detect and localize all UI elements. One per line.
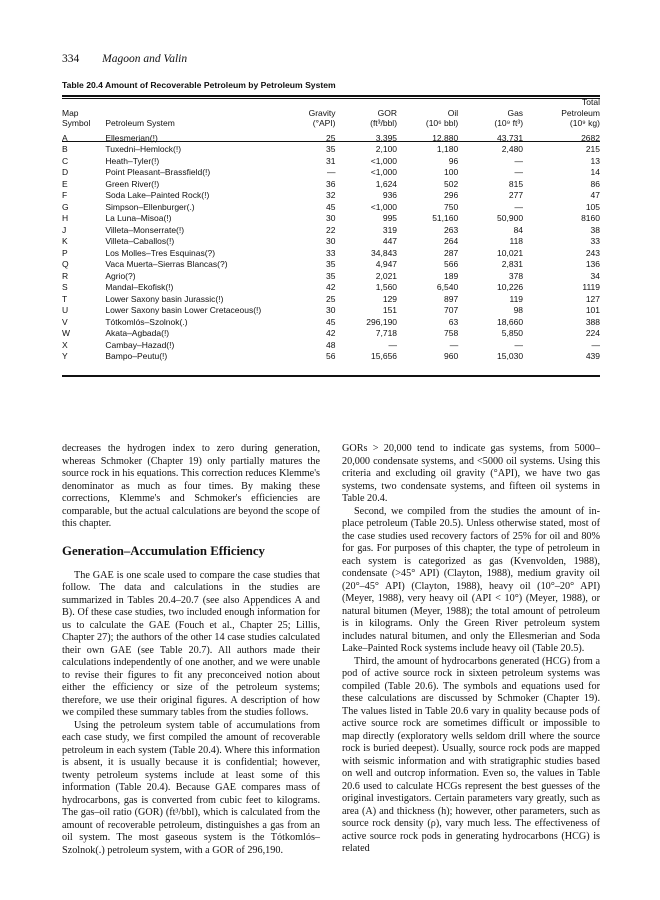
section-heading: Generation–Accumulation Efficiency: [62, 543, 265, 558]
cell-gas: 5,850: [501, 328, 524, 339]
cell-gor: 319: [382, 224, 398, 235]
table-row: [62, 259, 600, 271]
cell-gas: 2,480: [501, 144, 524, 155]
cell-gas: —: [514, 339, 524, 350]
cell-gor: 34,843: [371, 247, 398, 258]
cell-total-petroleum: —: [591, 339, 600, 350]
cell-gas: 118: [509, 236, 524, 247]
paragraph: decreases the hydrogen index to zero during generation, whereas Schmoker (Chapter 19) only partially matures the source rock in his equations. This correction reduces Klemme's denominator as much as four times. By making these corrections, Klemme's and Schmoker's efficiencies are comparable, but the actual calculations are beyond the scope of this chapter.: [62, 443, 320, 529]
paragraph: Third, the amount of hydrocarbons generated (HCG) from a pod of active source rock in sixteen petroleum systems was compiled (Table 20.6). The symbols and equations used for these calculations are discussed by Schmoker (Chapter 19). The values listed in Table 20.6 vary in quality because pods of active source rock are sometimes difficult or impossible to map directly (exploratory wells seldom drill where the source rock is buried deepest). Usually, source rock pods are mapped with seismic information and with stratigraphic studies based on well and outcrop information. Even so, the values in Table 20.6 used to calculate HCGs represent the best guesses of the original investigators. Certain parameters vary greatly, such as area (A) and thickness (h); however, other parameters, such as source rock density (ρ), vary much less. The effectiveness of active source rock pods in generating hydrocarbons (HCG) is related: [342, 655, 600, 854]
cell-gor: 1,560: [375, 282, 398, 293]
cell-gor: 296,190: [366, 316, 398, 327]
cell-gas: 815: [508, 178, 524, 189]
table-row: [62, 351, 600, 363]
cell-map-symbol: P: [62, 247, 68, 258]
cell-oil: —: [449, 339, 459, 350]
cell-gas: 10,021: [497, 247, 524, 258]
table-body: [62, 129, 600, 363]
running-head: [62, 53, 187, 65]
cell-gravity: 30: [326, 236, 336, 247]
cell-gravity: 30: [326, 305, 336, 316]
paragraph: Second, we compiled from the studies the amount of in-place petroleum (Table 20.5). Unless otherwise stated, most of the case studies used recovery factors of 25% for oil and 80% for gas. For purposes of this chapter, the type of petroleum in each system is categorized as gas (Kvenvolden, 1988), condensate (>45° API) (Clayton, 1988), medium gravity oil (20°–45° API) (Clayton, 1988), heavy oil (10°–20° API) (Meyer, 1988), very heavy oil (API < 10°) (Meyer, 1988), or natural bitumen (Meyer, 1988); the total amount of petroleum is in kilograms. Only the Green River petroleum system includes natural bitumen, and only the Ellesmerian and Soda Lake–Painted Rock systems include heavy oil (Table 20.5).: [342, 505, 600, 654]
cell-gor: 129: [382, 293, 398, 304]
cell-petroleum-system: Lower Saxony basin Jurassic(!): [105, 293, 224, 304]
cell-gas: 50,900: [497, 213, 524, 224]
cell-gas: 15,030: [497, 351, 524, 362]
cell-gas: 43,731: [497, 132, 524, 143]
cell-gor: 3,395: [375, 132, 398, 143]
cell-gas: 277: [508, 190, 524, 201]
table-row: [62, 294, 600, 306]
cell-gas: —: [514, 155, 524, 166]
cell-total-petroleum: 101: [585, 305, 600, 316]
cell-petroleum-system: Soda Lake–Painted Rock(!): [105, 190, 210, 201]
cell-petroleum-system: Vaca Muerta–Sierras Blancas(?): [105, 259, 228, 270]
cell-map-symbol: J: [62, 224, 67, 235]
cell-petroleum-system: Los Molles–Tres Esquinas(?): [105, 247, 216, 258]
col-header-gas: Gas (10⁹ ft³): [494, 107, 524, 129]
cell-gor: <1,000: [370, 167, 398, 178]
cell-petroleum-system: Bampo–Peutu(!): [105, 351, 168, 362]
cell-gas: —: [514, 167, 524, 178]
cell-map-symbol: E: [62, 178, 68, 189]
cell-gas: 119: [509, 293, 524, 304]
table-row: [62, 202, 600, 214]
table-row: [62, 282, 600, 294]
cell-gor: 15,656: [371, 351, 398, 362]
cell-petroleum-system: Heath–Tyler(!): [105, 155, 160, 166]
cell-oil: 750: [444, 201, 459, 212]
cell-oil: 96: [448, 155, 459, 166]
table-row: [62, 156, 600, 168]
table-row: [62, 271, 600, 283]
table-row: [62, 248, 600, 260]
cell-petroleum-system: Mandal–Ekofisk(!): [105, 282, 174, 293]
cell-gravity: 33: [326, 247, 336, 258]
cell-oil: 296: [444, 190, 459, 201]
cell-oil: 189: [444, 270, 459, 281]
cell-total-petroleum: 224: [585, 328, 600, 339]
cell-oil: 263: [444, 224, 459, 235]
cell-oil: 100: [444, 167, 459, 178]
cell-total-petroleum: 33: [590, 236, 600, 247]
table-caption: Table 20.4 Amount of Recoverable Petroleum by Petroleum System: [62, 80, 336, 90]
cell-map-symbol: A: [62, 132, 68, 143]
cell-total-petroleum: 105: [585, 201, 600, 212]
cell-total-petroleum: 38: [590, 224, 600, 235]
cell-petroleum-system: Villeta–Monserrate(!): [105, 224, 185, 235]
cell-total-petroleum: 47: [590, 190, 600, 201]
left-column: [62, 443, 320, 857]
cell-map-symbol: K: [62, 236, 68, 247]
cell-petroleum-system: La Luna–Misoa(!): [105, 213, 172, 224]
cell-total-petroleum: 34: [590, 270, 600, 281]
cell-gravity: 32: [326, 190, 336, 201]
cell-gravity: 25: [326, 132, 336, 143]
cell-total-petroleum: 13: [590, 155, 600, 166]
cell-oil: 897: [444, 293, 459, 304]
cell-petroleum-system: Point Pleasant–Brassfield(!): [105, 167, 211, 178]
cell-total-petroleum: 388: [585, 316, 600, 327]
cell-gas: 378: [508, 270, 524, 281]
cell-gravity: 42: [326, 328, 336, 339]
cell-gravity: 30: [326, 213, 336, 224]
cell-petroleum-system: Simpson–Ellenburger(.): [105, 201, 195, 212]
col-header-petroleum-system: Petroleum System: [105, 118, 175, 129]
cell-petroleum-system: Tuxedni–Hemlock(!): [105, 144, 182, 155]
cell-map-symbol: D: [62, 167, 69, 178]
table-row: [62, 340, 600, 352]
cell-map-symbol: Q: [62, 259, 69, 270]
cell-gravity: 45: [326, 316, 336, 327]
cell-gravity: 35: [326, 144, 336, 155]
cell-map-symbol: T: [62, 293, 68, 304]
table-row: [62, 328, 600, 340]
cell-petroleum-system: Lower Saxony basin Lower Cretaceous(!): [105, 305, 262, 316]
col-header-gor: GOR (ft³/bbl): [370, 107, 398, 129]
cell-total-petroleum: 14: [590, 167, 600, 178]
cell-total-petroleum: 127: [585, 293, 600, 304]
cell-gor: 447: [382, 236, 398, 247]
table-row: [62, 190, 600, 202]
cell-gor: 936: [382, 190, 398, 201]
table-row: [62, 144, 600, 156]
cell-oil: 51,160: [432, 213, 459, 224]
cell-oil: 502: [444, 178, 459, 189]
cell-map-symbol: W: [62, 328, 71, 339]
col-header-total-petroleum: Total Petroleum (10⁹ kg): [561, 97, 600, 129]
cell-map-symbol: Y: [62, 351, 68, 362]
recoverable-petroleum-table: [62, 97, 600, 363]
cell-oil: 566: [444, 259, 459, 270]
cell-map-symbol: B: [62, 144, 68, 155]
cell-gas: 84: [513, 224, 524, 235]
cell-gas: —: [514, 201, 524, 212]
cell-map-symbol: R: [62, 270, 69, 281]
cell-map-symbol: F: [62, 190, 68, 201]
cell-gravity: —: [327, 167, 336, 178]
cell-map-symbol: U: [62, 305, 69, 316]
cell-gravity: 25: [326, 293, 336, 304]
table-row: [62, 129, 600, 145]
table-bottom-rule: [62, 375, 600, 377]
cell-total-petroleum: 8160: [581, 213, 600, 224]
cell-gravity: 35: [326, 270, 336, 281]
cell-gravity: 22: [326, 224, 336, 235]
cell-oil: 264: [444, 236, 459, 247]
col-header-map-symbol: Map Symbol: [62, 107, 91, 129]
cell-petroleum-system: Green River(!): [105, 178, 160, 189]
cell-map-symbol: C: [62, 155, 69, 166]
table-row: [62, 317, 600, 329]
page-number: 334: [62, 53, 80, 65]
cell-map-symbol: V: [62, 316, 68, 327]
cell-oil: 63: [448, 316, 459, 327]
cell-gas: 98: [513, 305, 524, 316]
cell-gor: <1,000: [370, 201, 398, 212]
cell-petroleum-system: Villeta–Caballos(!): [105, 236, 175, 247]
cell-gor: 7,718: [375, 328, 398, 339]
cell-oil: 6,540: [436, 282, 459, 293]
cell-gravity: 31: [326, 155, 336, 166]
table-row: [62, 167, 600, 179]
cell-gas: 10,226: [497, 282, 524, 293]
col-header-gravity: Gravity (°API): [308, 107, 336, 129]
cell-gravity: 56: [326, 351, 336, 362]
running-title: Magoon and Valin: [102, 53, 188, 65]
paragraph: Using the petroleum system table of accumulations from each case study, we first compiled the amount of recoverable petroleum in each system (Table 20.4). Where this information is absent, it is usually because it is confidential; however, twenty petroleum systems include at least some of this information (Table 20.4). Because GAE compares mass of hydrocarbons, gas is converted from cubic feet to kilograms. The gas–oil ratio (GOR) (ft³/bbl), which is calculated from the amount of recoverable petroleum, distinguishes a gas from an oil system. The most gaseous system is the Tótkomlós–Szolnok(.) petroleum system, with a GOR of 296,190.: [62, 719, 320, 856]
cell-gor: 151: [382, 305, 398, 316]
cell-gor: 4,947: [375, 259, 398, 270]
cell-gor: —: [388, 339, 398, 350]
cell-oil: 287: [444, 247, 459, 258]
cell-gor: 1,624: [375, 178, 398, 189]
paragraph: GORs > 20,000 tend to indicate gas systems, from 5000–20,000 condensate systems, and <5000 oil systems. Using this criteria and excluding oil gravity (°API), we have two gas systems, two condensate systems, and fifteen oil systems in Table 20.4.: [342, 443, 600, 504]
table-row: [62, 179, 600, 191]
cell-total-petroleum: 1119: [582, 282, 600, 293]
cell-oil: 1,180: [436, 144, 459, 155]
table-row: [62, 236, 600, 248]
cell-gor: 995: [382, 213, 398, 224]
cell-gravity: 36: [326, 178, 336, 189]
cell-map-symbol: X: [62, 339, 68, 350]
right-column: [342, 443, 600, 856]
table-row: [62, 225, 600, 237]
cell-gas: 18,660: [497, 316, 524, 327]
cell-gravity: 45: [326, 201, 336, 212]
cell-total-petroleum: 86: [590, 178, 600, 189]
col-header-oil: Oil (10⁶ bbl): [425, 107, 459, 129]
cell-total-petroleum: 136: [585, 259, 600, 270]
cell-oil: 12,880: [432, 132, 459, 143]
cell-petroleum-system: Ellesmerian(!): [105, 132, 158, 143]
cell-gravity: 42: [326, 282, 336, 293]
table-header-row: [62, 97, 600, 129]
cell-total-petroleum: 215: [585, 144, 600, 155]
cell-total-petroleum: 2682: [581, 132, 600, 143]
cell-map-symbol: G: [62, 201, 69, 212]
cell-oil: 707: [444, 305, 459, 316]
cell-gravity: 35: [326, 259, 336, 270]
cell-gor: 2,100: [375, 144, 398, 155]
cell-gravity: 48: [326, 339, 336, 350]
cell-gas: 2,831: [501, 259, 524, 270]
cell-gor: 2,021: [375, 270, 398, 281]
cell-total-petroleum: 439: [585, 351, 600, 362]
cell-gor: <1,000: [370, 155, 398, 166]
cell-map-symbol: S: [62, 282, 68, 293]
cell-petroleum-system: Akata–Agbada(!): [105, 328, 170, 339]
paragraph: The GAE is one scale used to compare the case studies that follow. The data and calculations in the studies are summarized in Tables 20.4–20.7 (see also Appendices A and B). Of these case studies, two included enough information for us to calculate the GAE (Fouch et al., Chapter 25; Lillis, Chapter 27); the authors of the other 14 case studies calculated their own GAE (see Table 20.7). All authors made their calculations independently of one another, and we were unable to revise their figures to fit any preconceived notion about either the efficiency or size of the petroleum systems; therefore, we use their original figures. A description of how we compiled these summary tables from the studies follows.: [62, 569, 320, 718]
cell-petroleum-system: Cambay–Hazad(!): [105, 339, 175, 350]
cell-petroleum-system: Tótkomlós–Szolnok(.): [105, 316, 188, 327]
cell-total-petroleum: 243: [585, 247, 600, 258]
table-row: [62, 213, 600, 225]
cell-oil: 758: [444, 328, 459, 339]
cell-petroleum-system: Agrio(?): [105, 270, 136, 281]
table-row: [62, 305, 600, 317]
cell-map-symbol: H: [62, 213, 69, 224]
cell-oil: 960: [444, 351, 459, 362]
